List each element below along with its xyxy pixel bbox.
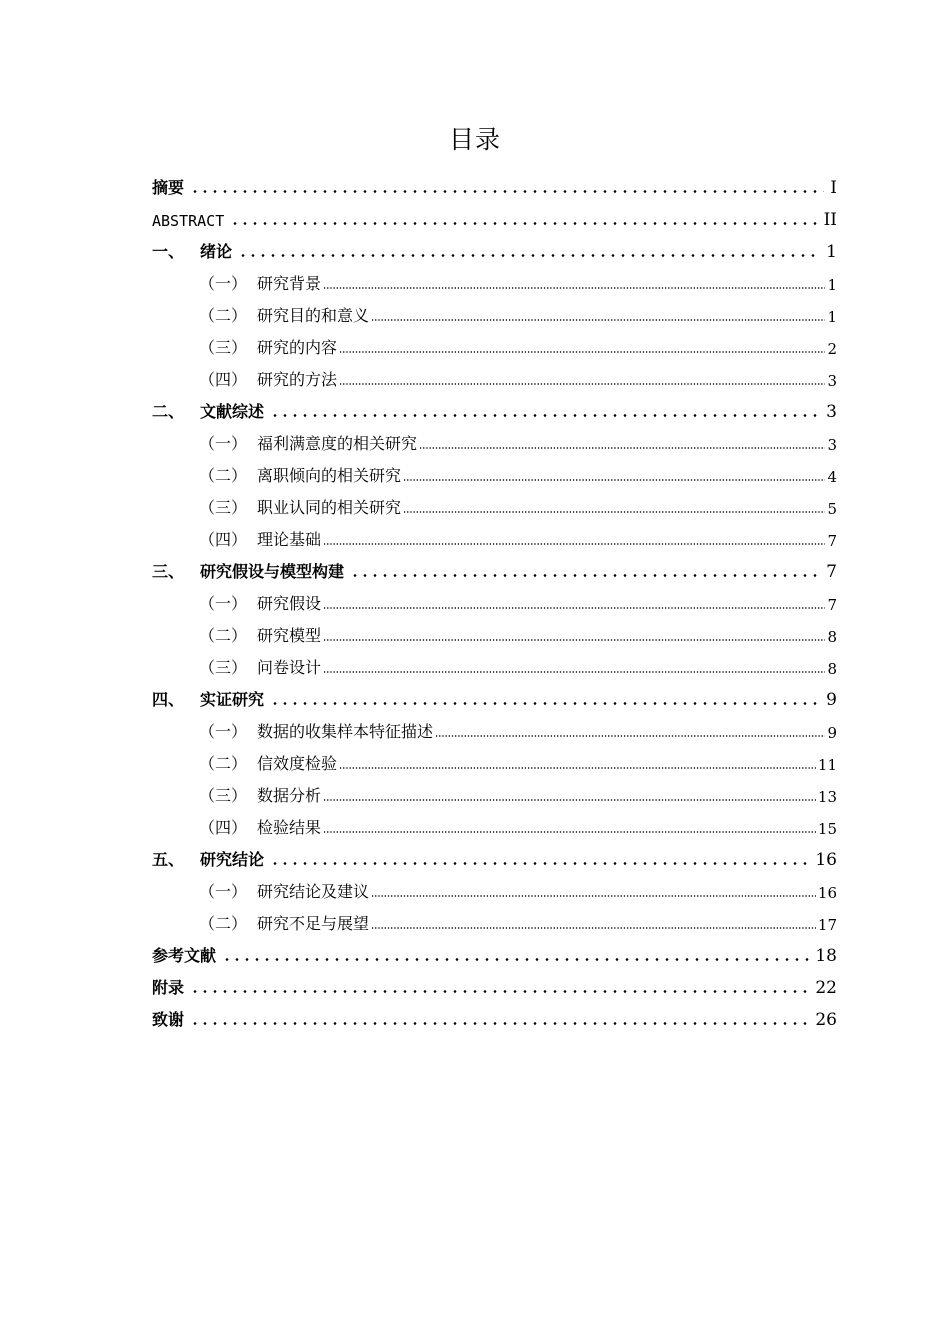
toc-entry-label: 研究模型: [257, 626, 322, 645]
toc-entry-label: 研究背景: [257, 274, 322, 293]
toc-entry-page-number: 3: [827, 372, 837, 390]
toc-section-entry[interactable]: [152, 358, 837, 390]
toc-entry-label: 研究的内容: [257, 338, 338, 357]
toc-entry-number: 五、: [152, 850, 185, 869]
toc-entry-label: 职业认同的相关研究: [257, 498, 402, 517]
toc-section-entry[interactable]: [152, 262, 837, 294]
toc-section-entry[interactable]: [152, 614, 837, 646]
toc-entry-number: （二）: [199, 306, 248, 325]
toc-entry-label: 研究不足与展望: [257, 914, 370, 933]
toc-entry-label: 数据分析: [257, 786, 322, 805]
toc-entry-label: 理论基础: [257, 530, 322, 549]
dot-leader: [190, 990, 809, 993]
toc-entry-number: （二）: [199, 626, 248, 645]
toc-entry-page-number: 5: [827, 500, 837, 518]
toc-chapter-entry[interactable]: [152, 998, 837, 1030]
toc-entry-page-number: 18: [815, 946, 837, 966]
toc-section-entry[interactable]: [152, 710, 837, 742]
dot-leader: [323, 831, 816, 833]
toc-entry-page-number: 1: [826, 242, 837, 262]
toc-entry-page-number: 16: [817, 884, 837, 902]
toc-entry-number: （四）: [199, 818, 248, 837]
toc-entry-number: （四）: [199, 370, 248, 389]
toc-entry-label: 数据的收集样本特征描述: [257, 722, 434, 741]
dot-leader: [339, 383, 825, 385]
toc-section-entry[interactable]: [152, 454, 837, 486]
toc-entry-number: （三）: [199, 786, 248, 805]
toc-entry-label: 研究假设: [257, 594, 322, 613]
dot-leader: [350, 574, 820, 577]
dot-leader: [323, 543, 825, 545]
toc-entry-number: 四、: [152, 690, 185, 709]
toc-entry-page-number: II: [823, 210, 837, 230]
toc-entry-number: （三）: [199, 498, 248, 517]
toc-entry-label: 研究结论及建议: [257, 882, 370, 901]
table-of-contents: [152, 166, 837, 1030]
toc-section-entry[interactable]: [152, 742, 837, 774]
toc-entry-page-number: 1: [827, 276, 837, 294]
dot-leader: [435, 735, 825, 737]
dot-leader: [238, 254, 820, 257]
toc-chapter-entry[interactable]: [152, 390, 837, 422]
dot-leader: [270, 702, 820, 705]
toc-entry-number: 二、: [152, 402, 185, 421]
toc-section-entry[interactable]: [152, 646, 837, 678]
toc-entry-label: 绪论: [200, 242, 233, 261]
toc-section-entry[interactable]: [152, 582, 837, 614]
dot-leader: [419, 447, 825, 449]
toc-entry-number: （三）: [199, 658, 248, 677]
toc-title: 目录: [448, 125, 501, 154]
toc-entry-page-number: 2: [827, 340, 837, 358]
toc-entry-number: （四）: [199, 530, 248, 549]
toc-section-entry[interactable]: [152, 806, 837, 838]
toc-section-entry[interactable]: [152, 870, 837, 902]
toc-entry-label: 附录: [152, 978, 185, 997]
toc-chapter-entry[interactable]: [152, 678, 837, 710]
toc-entry-label: 问卷设计: [257, 658, 322, 677]
toc-entry-number: （一）: [199, 594, 248, 613]
dot-leader: [270, 414, 820, 417]
toc-entry-label: ABSTRACT: [152, 212, 225, 230]
toc-entry-page-number: 4: [827, 468, 837, 486]
toc-entry-number: （三）: [199, 338, 248, 357]
toc-section-entry[interactable]: [152, 294, 837, 326]
toc-entry-number: （一）: [199, 274, 248, 293]
toc-section-entry[interactable]: [152, 902, 837, 934]
toc-section-entry[interactable]: [152, 486, 837, 518]
toc-entry-label: 离职倾向的相关研究: [257, 466, 402, 485]
toc-chapter-entry[interactable]: [152, 838, 837, 870]
toc-entry-page-number: 9: [826, 690, 837, 710]
toc-entry-number: 三、: [152, 562, 185, 581]
toc-entry-label: 参考文献: [152, 946, 217, 965]
dot-leader: [339, 351, 825, 353]
toc-entry-page-number: 3: [826, 402, 837, 422]
toc-chapter-entry[interactable]: [152, 966, 837, 998]
toc-entry-label: 检验结果: [257, 818, 322, 837]
toc-entry-page-number: 13: [817, 788, 837, 806]
dot-leader: [230, 222, 817, 225]
dot-leader: [323, 671, 825, 673]
toc-entry-label: 信效度检验: [257, 754, 338, 773]
dot-leader: [323, 639, 825, 641]
toc-entry-number: （二）: [199, 466, 248, 485]
dot-leader: [371, 319, 825, 321]
toc-entry-page-number: 11: [817, 756, 837, 774]
toc-entry-label: 实证研究: [200, 690, 265, 709]
toc-entry-page-number: 16: [815, 850, 837, 870]
toc-chapter-entry[interactable]: [152, 230, 837, 262]
toc-entry-page-number: 8: [827, 660, 837, 678]
toc-entry-page-number: I: [830, 178, 837, 198]
toc-entry-page-number: 3: [827, 436, 837, 454]
dot-leader: [222, 958, 809, 961]
toc-entry-number: 一、: [152, 242, 185, 261]
toc-entry-page-number: 7: [827, 532, 837, 550]
dot-leader: [190, 1022, 809, 1025]
toc-entry-label: 摘要: [152, 178, 185, 197]
toc-section-entry[interactable]: [152, 326, 837, 358]
dot-leader: [323, 287, 825, 289]
dot-leader: [339, 767, 816, 769]
toc-entry-page-number: 7: [826, 562, 837, 582]
toc-entry-number: （二）: [199, 754, 248, 773]
dot-leader: [270, 862, 809, 865]
toc-entry-label: 致谢: [152, 1010, 185, 1029]
toc-section-entry[interactable]: [152, 774, 837, 806]
dot-leader: [323, 607, 825, 609]
toc-entry-page-number: 9: [827, 724, 837, 742]
toc-entry-number: （一）: [199, 882, 248, 901]
toc-entry-page-number: 7: [827, 596, 837, 614]
toc-entry-number: （一）: [199, 434, 248, 453]
dot-leader: [403, 479, 825, 481]
toc-chapter-entry[interactable]: [152, 550, 837, 582]
toc-entry-label: 研究的方法: [257, 370, 338, 389]
toc-entry-label: 研究假设与模型构建: [200, 562, 345, 581]
toc-entry-page-number: 1: [827, 308, 837, 326]
toc-entry-number: （二）: [199, 914, 248, 933]
toc-entry-number: （一）: [199, 722, 248, 741]
toc-chapter-entry[interactable]: [152, 166, 837, 198]
toc-entry-page-number: 8: [827, 628, 837, 646]
toc-entry-label: 福利满意度的相关研究: [257, 434, 418, 453]
toc-chapter-entry[interactable]: [152, 198, 837, 230]
toc-entry-page-number: 22: [815, 978, 837, 998]
dot-leader: [371, 927, 816, 929]
toc-section-entry[interactable]: [152, 422, 837, 454]
toc-entry-page-number: 26: [815, 1010, 837, 1030]
toc-section-entry[interactable]: [152, 518, 837, 550]
toc-entry-label: 文献综述: [200, 402, 265, 421]
dot-leader: [323, 799, 816, 801]
toc-entry-page-number: 17: [817, 916, 837, 934]
dot-leader: [371, 895, 816, 897]
toc-entry-label: 研究结论: [200, 850, 265, 869]
dot-leader: [403, 511, 825, 513]
toc-entry-label: 研究目的和意义: [257, 306, 370, 325]
toc-chapter-entry[interactable]: [152, 934, 837, 966]
toc-entry-page-number: 15: [817, 820, 837, 838]
dot-leader: [190, 190, 824, 193]
